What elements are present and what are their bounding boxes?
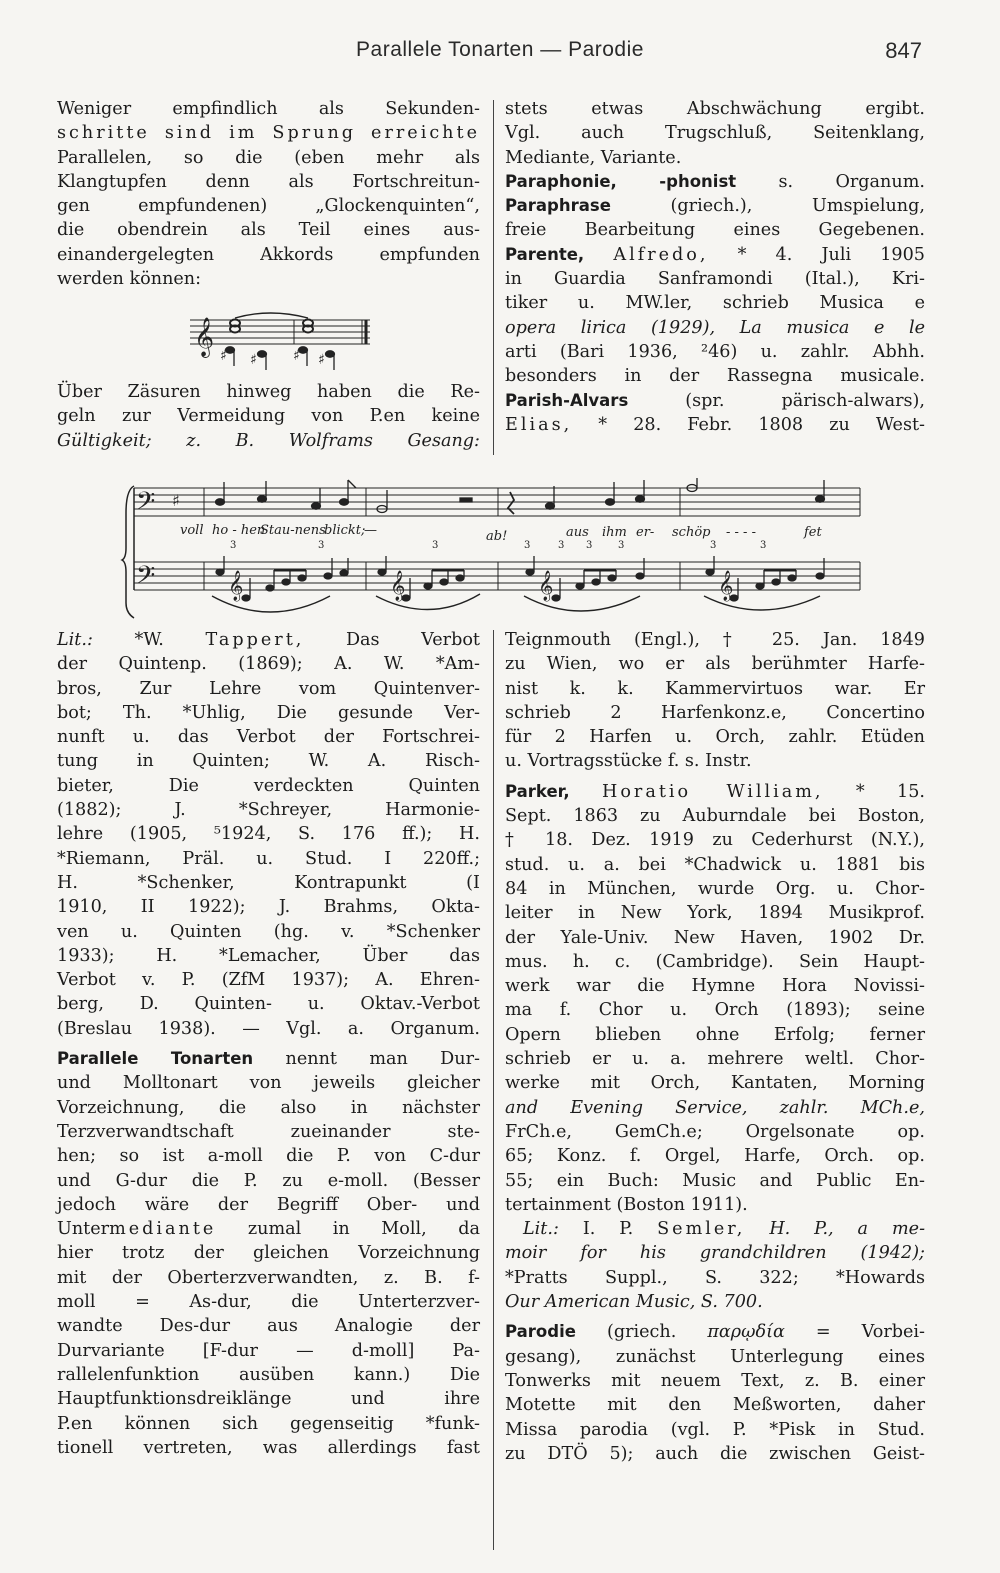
- text-line: *Riemann, Präl. u. Stud. I 220ff.;: [57, 848, 480, 869]
- svg-text:♯: ♯: [250, 352, 257, 368]
- text-line: Untermediante zumal in Moll, da: [57, 1219, 480, 1240]
- text-line: zu Wien, wo er als berühmter Harfe-: [505, 654, 925, 675]
- text-line: Verbot v. P. (ZfM 1937); A. Ehren-: [57, 970, 480, 991]
- text-line: ma f. Chor u. Orch (1893); seine: [505, 1000, 925, 1021]
- text-line: werke mit Orch, Kantaten, Morning: [505, 1073, 925, 1094]
- text-line: Teignmouth (Engl.), † 25. Jan. 1849: [505, 630, 925, 650]
- text-line: nunft u. das Verbot der Fortschrei-: [57, 727, 480, 748]
- text-line: P.en können sich gegenseitig *funk-: [57, 1413, 480, 1434]
- column-divider-top: [493, 100, 494, 455]
- headword: Parker,: [505, 781, 570, 801]
- text-line: u. Vortragsstücke f. s. Instr.: [505, 751, 752, 772]
- running-title: Parallele Tonarten — Parodie: [356, 38, 644, 61]
- text-line: für 2 Harfen u. Orch, zahlr. Etüden: [505, 727, 925, 748]
- text-line: moll = As-dur, die Unterterzver-: [57, 1292, 480, 1313]
- triplet-mark: 3: [230, 540, 237, 551]
- text-line: Our American Music, S. 700.: [505, 1292, 763, 1313]
- text-line: 1910, II 1922); J. Brahms, Okta-: [57, 897, 480, 918]
- text-line: 55; ein Buch: Music and Public En-: [505, 1170, 925, 1191]
- triplet-mark: 3: [318, 540, 325, 551]
- column-divider-bottom: [493, 630, 494, 1550]
- triplet-mark: 3: [558, 540, 565, 551]
- text-line: jedoch wäre der Begriff Ober- und: [57, 1194, 480, 1215]
- text-line: hen; so ist a-moll die P. von C-dur: [57, 1146, 480, 1167]
- text-line: lehre (1905, ⁵1924, S. 176 ff.); H.: [57, 824, 480, 845]
- text-line: Parallelen, so die (eben mehr als: [57, 147, 480, 168]
- lyric: - - - -: [726, 525, 756, 540]
- svg-text:♯: ♯: [220, 348, 227, 364]
- text-line: Missa parodia (vgl. P. *Pisk in Stud.: [505, 1419, 925, 1440]
- text-line: 65; Konz. f. Orgel, Harfe, Orch. op.: [505, 1146, 925, 1167]
- text-line: Motette mit den Meßworten, daher: [505, 1395, 925, 1416]
- lyric: ab!: [486, 529, 508, 544]
- text-line: 84 in München, wurde Org. u. Chor-: [505, 878, 925, 899]
- triplet-mark: 3: [760, 540, 767, 551]
- text-line: und G-dur die P. zu e-moll. (Besser: [57, 1170, 480, 1191]
- entry-parallele-tonarten: Parallele Tonarten nennt man Dur-: [57, 1049, 480, 1070]
- lyric: aus: [566, 525, 589, 540]
- entry-parish-alvars: Parish-Alvars (spr. pärisch-alwars),: [505, 390, 925, 411]
- text-line: werden können:: [57, 269, 202, 290]
- text-line: stets etwas Abschwächung ergibt.: [505, 99, 925, 119]
- triplet-mark: 3: [524, 540, 531, 551]
- text-line: der Yale-Univ. New Haven, 1902 Dr.: [505, 927, 925, 948]
- text-line: 1933); H. *Lemacher, Über das: [57, 945, 480, 966]
- text-line: der Quintenp. (1869); A. W. *Am-: [57, 654, 480, 675]
- text-line: und Molltonart von jeweils gleicher: [57, 1073, 480, 1094]
- page-number: 847: [885, 38, 922, 63]
- triplet-mark: 3: [432, 540, 439, 551]
- svg-text:𝄞: 𝄞: [194, 317, 215, 357]
- text-line: arti (Bari 1936, ²46) u. zahlr. Abhh.: [505, 341, 925, 362]
- text-line: Lit.: I. P. Semler, H. P., a me-: [523, 1219, 926, 1240]
- text-line: bros, Zur Lehre vom Quintenver-: [57, 678, 480, 699]
- headword: Parente,: [505, 244, 585, 264]
- wolframs-gesang-score: [120, 478, 880, 628]
- entry-paraphonie: Paraphonie, -phonist s. Organum.: [505, 171, 925, 192]
- text-line: Mediante, Variante.: [505, 147, 682, 168]
- text-line: Hauptfunktionsdreiklänge und ihre: [57, 1389, 480, 1410]
- text-line: Elias, * 28. Febr. 1808 zu West-: [505, 414, 925, 435]
- lyric: blickt;: [324, 523, 366, 538]
- triplet-mark: 3: [710, 540, 717, 551]
- headword: Parodie: [505, 1322, 576, 1342]
- text-line: ven u. Quinten (hg. v. *Schenker: [57, 921, 480, 942]
- text-line: Terzverwandtschaft zueinander ste-: [57, 1121, 480, 1142]
- text-line: *Pratts Suppl., S. 322; *Howards: [505, 1267, 925, 1288]
- text-line: Opern blieben ohne Erfolg; ferner: [505, 1024, 925, 1045]
- text-line: Vgl. auch Trugschluß, Seitenklang,: [505, 123, 925, 144]
- lyric: —: [364, 523, 377, 538]
- headword: Parish-Alvars: [505, 390, 629, 410]
- svg-text:𝄞: 𝄞: [538, 571, 554, 601]
- triplet-mark: 3: [618, 540, 625, 551]
- column-right-bottom: [505, 628, 925, 1466]
- lyric: Stau-nens: [260, 523, 326, 538]
- column-left-top: [57, 97, 480, 291]
- lyric: ho - hen: [212, 523, 266, 538]
- text-line: Weniger empfindlich als Sekunden-: [57, 99, 480, 119]
- text-line: Gültigkeit; z. B. Wolframs Gesang:: [57, 430, 480, 451]
- text-line: tionell vertreten, was allerdings fast: [57, 1437, 480, 1458]
- column-left-top-cont: [57, 380, 480, 453]
- text-line: mit der Oberterzverwandten, z. B. f-: [57, 1267, 480, 1288]
- text-line: Durvariante [F-dur — d-moll] Pa-: [57, 1340, 480, 1361]
- text-line: Über Zäsuren hinweg haben die Re-: [57, 382, 480, 402]
- svg-text:𝄢: 𝄢: [136, 561, 156, 596]
- lyric: voll: [180, 523, 204, 538]
- text-line: schritte sind im Sprung erreichte: [57, 123, 480, 144]
- svg-text:♯: ♯: [172, 491, 180, 510]
- text-line: stud. u. a. bei *Chadwick u. 1881 bis: [505, 854, 925, 875]
- glockenquinten-example: [190, 308, 380, 378]
- triplet-mark: 3: [586, 540, 593, 551]
- text-line: Lit.: *W. Tappert, Das Verbot: [57, 630, 480, 650]
- text-line: bot; Th. *Uhlig, Die gesunde Ver-: [57, 702, 480, 723]
- text-line: gen empfundenen) „Glockenquinten“,: [57, 196, 480, 217]
- text-line: moir for his grandchildren (1942);: [505, 1243, 925, 1264]
- text-line: leiter in New York, 1894 Musikprof.: [505, 903, 925, 924]
- text-line: besonders in der Rassegna musicale.: [505, 366, 925, 387]
- column-left-bottom: [57, 628, 480, 1460]
- text-line: die obendrein als Teil eines aus-: [57, 220, 480, 241]
- headword: Paraphonie, -phonist: [505, 171, 737, 191]
- text-line: geln zur Vermeidung von P.en keine: [57, 406, 480, 427]
- svg-text:♯: ♯: [318, 352, 325, 368]
- text-line: opera lirica (1929), La musica e le: [505, 317, 925, 338]
- text-line: tiker u. MW.ler, schrieb Musica e: [505, 293, 925, 314]
- text-line: and Evening Service, zahlr. MCh.e,: [505, 1097, 925, 1118]
- text-line: berg, D. Quinten- u. Oktav.-Verbot: [57, 994, 480, 1015]
- text-line: Klangtupfen denn als Fortschreitun-: [57, 171, 480, 192]
- text-line: † 18. Dez. 1919 zu Cederhurst (N.Y.),: [505, 830, 925, 851]
- text-line: werk war die Hymne Hora Novissi-: [505, 976, 925, 997]
- text-line: Tonwerks mit neuem Text, z. B. einer: [505, 1370, 925, 1391]
- text-line: Sept. 1863 zu Auburndale bei Boston,: [505, 806, 925, 827]
- text-line: FrCh.e, GemCh.e; Orgelsonate op.: [505, 1121, 925, 1142]
- text-line: nist k. k. Kammervirtuos war. Er: [505, 678, 925, 699]
- text-line: freie Bearbeitung eines Gegebenen.: [505, 220, 925, 241]
- entry-parker: Parker, Horatio William, * 15.: [505, 781, 926, 802]
- lyric: ihm: [602, 525, 627, 540]
- svg-text:𝄢: 𝄢: [136, 487, 156, 522]
- svg-text:𝄞: 𝄞: [228, 571, 244, 601]
- headword: Parallele Tonarten: [57, 1049, 254, 1069]
- text-line: tung in Quinten; W. A. Risch-: [57, 751, 480, 772]
- svg-text:𝄞: 𝄞: [390, 571, 406, 601]
- entry-paraphrase: Paraphrase (griech.), Umspielung,: [505, 196, 925, 217]
- lyric: fet: [804, 525, 822, 540]
- text-line: (1882); J. *Schreyer, Harmonie-: [57, 800, 480, 821]
- entry-parente: Parente, Alfredo, * 4. Juli 1905: [505, 244, 926, 265]
- text-line: schrieb er u. a. mehrere weltl. Chor-: [505, 1049, 925, 1070]
- text-line: H. *Schenker, Kontrapunkt (I: [57, 872, 480, 893]
- text-line: tertainment (Boston 1911).: [505, 1194, 748, 1215]
- svg-text:𝄞: 𝄞: [718, 571, 734, 601]
- text-line: rallelenfunktion ausüben kann.) Die: [57, 1364, 480, 1385]
- text-line: wandte Des-dur aus Analogie der: [57, 1316, 480, 1337]
- text-line: Vorzeichnung, die also in nächster: [57, 1097, 480, 1118]
- text-line: mus. h. c. (Cambridge). Sein Haupt-: [505, 951, 925, 972]
- text-line: schrieb 2 Harfenkonz.e, Concertino: [505, 702, 925, 723]
- text-line: hier trotz der gleichen Vorzeichnung: [57, 1243, 480, 1264]
- entry-parodie: Parodie (griech. παρῳδία = Vorbei-: [505, 1322, 925, 1343]
- column-right-top: [505, 97, 925, 437]
- text-line: zu DTÖ 5); auch die zwischen Geist-: [505, 1443, 925, 1464]
- text-line: (Breslau 1938). — Vgl. a. Organum.: [57, 1018, 480, 1039]
- text-line: einandergelegten Akkords empfunden: [57, 244, 480, 265]
- text-line: in Guardia Sanframondi (Ital.), Kri-: [505, 269, 925, 290]
- lyric: schöp: [672, 525, 711, 540]
- svg-text:♯: ♯: [293, 348, 300, 364]
- headword: Paraphrase: [505, 196, 611, 216]
- text-line: bieter, Die verdeckten Quinten: [57, 775, 480, 796]
- lyric: er-: [636, 525, 655, 540]
- text-line: gesang), zunächst Unterlegung eines: [505, 1346, 925, 1367]
